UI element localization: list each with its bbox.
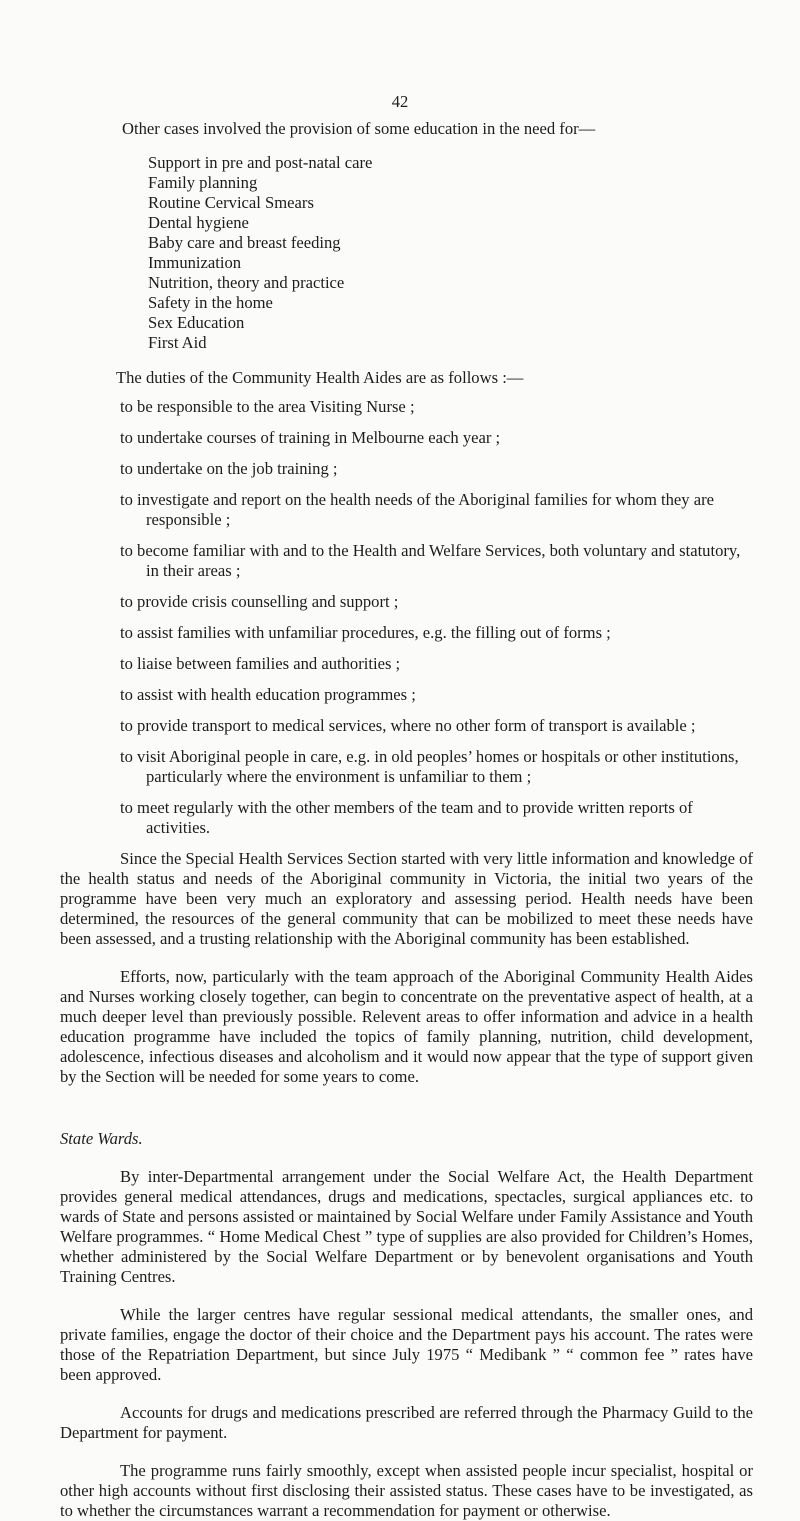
list-item: Routine Cervical Smears bbox=[148, 193, 314, 212]
document-page bbox=[60, 86, 753, 1521]
intro-paragraph: Other cases involved the provision of some education in the need for— bbox=[122, 119, 596, 138]
page-number: 42 bbox=[391, 92, 409, 111]
section-heading: State Wards. bbox=[60, 1129, 143, 1148]
body-paragraph: Efforts, now, particularly with the team approach of the Aboriginal Community Health Aides and Nurses working closely together, can begin to concentrate on the preventative aspect of health, at a much deeper level than previously possible. Relevent areas to offer information and advice in a health education programme have included the topics of family planning, nutrition, child development, adolescence, infectious diseases and alcoholism and it would now appear that the type of support given by the Section will be needed for some years to come. bbox=[60, 967, 753, 1086]
section-paragraph: The programme runs fairly smoothly, except when assisted people incur specialist, hospital or other high accounts without first disclosing their assisted status. These cases have to be investigated, as to whether the circumstances warrant a recommendation for payment or otherwise. bbox=[60, 1461, 753, 1520]
list-item: Safety in the home bbox=[148, 293, 273, 312]
section-paragraph: While the larger centres have regular sessional medical attendants, the smaller ones, and private families, engage the doctor of their choice and the Department pays his account. The rates were those of the Repatriation Department, but since July 1975 “ Medibank ” “ common fee ” rates have been approved. bbox=[60, 1305, 753, 1384]
section-paragraph: Accounts for drugs and medications prescribed are referred through the Pharmacy Guild to the Department for payment. bbox=[60, 1403, 753, 1442]
duties-list bbox=[60, 397, 753, 838]
list-item: Sex Education bbox=[148, 313, 245, 332]
list-item: Support in pre and post-natal care bbox=[148, 153, 373, 172]
duty-item: to undertake courses of training in Melbourne each year ; bbox=[120, 428, 501, 447]
list-item: Dental hygiene bbox=[148, 213, 249, 232]
duty-item: to liaise between families and authorities ; bbox=[120, 654, 401, 673]
duty-item: to provide crisis counselling and support ; bbox=[120, 592, 399, 611]
list-item: Nutrition, theory and practice bbox=[148, 273, 345, 292]
list-item: Baby care and breast feeding bbox=[148, 233, 341, 252]
duty-item: to meet regularly with the other members of the team and to provide written reports of activities. bbox=[120, 798, 693, 837]
duty-item: to visit Aboriginal people in care, e.g. in old peoples’ homes or hospitals or other institutions, particularly where the environment is unfamiliar to them ; bbox=[120, 747, 739, 786]
duty-item: to be responsible to the area Visiting Nurse ; bbox=[120, 397, 415, 416]
duty-item: to become familiar with and to the Health and Welfare Services, both voluntary and statutory, in their areas ; bbox=[120, 541, 741, 580]
duties-intro: The duties of the Community Health Aides are as follows :— bbox=[116, 368, 524, 387]
duty-item: to undertake on the job training ; bbox=[120, 459, 338, 478]
education-needs-list bbox=[148, 153, 753, 353]
duty-item: to investigate and report on the health needs of the Aboriginal families for whom they are responsible ; bbox=[120, 490, 714, 529]
duty-item: to assist with health education programmes ; bbox=[120, 685, 416, 704]
list-item: Family planning bbox=[148, 173, 258, 192]
list-item: Immunization bbox=[148, 253, 242, 272]
section-paragraph: By inter-Departmental arrangement under the Social Welfare Act, the Health Department provides general medical attendances, drugs and medications, spectacles, surgical appliances etc. to wards of State and persons assisted or maintained by Social Welfare under Family Assistance and Youth Welfare programmes. “ Home Medical Chest ” type of supplies are also provided for Children’s Homes, whether administered by the Social Welfare Department or by benevolent organisations and Youth Training Centres. bbox=[60, 1167, 753, 1286]
duty-item: to provide transport to medical services, where no other form of transport is available ; bbox=[120, 716, 696, 735]
duty-item: to assist families with unfamiliar procedures, e.g. the filling out of forms ; bbox=[120, 623, 611, 642]
list-item: First Aid bbox=[148, 333, 207, 352]
body-paragraph: Since the Special Health Services Section started with very little information and knowledge of the health status and needs of the Aboriginal community in Victoria, the initial two years of the programme have been very much an exploratory and assessing period. Health needs have been determined, the resources of the general community that can be mobilized to meet these needs have been assessed, and a trusting relationship with the Aboriginal community has been established. bbox=[60, 849, 753, 948]
